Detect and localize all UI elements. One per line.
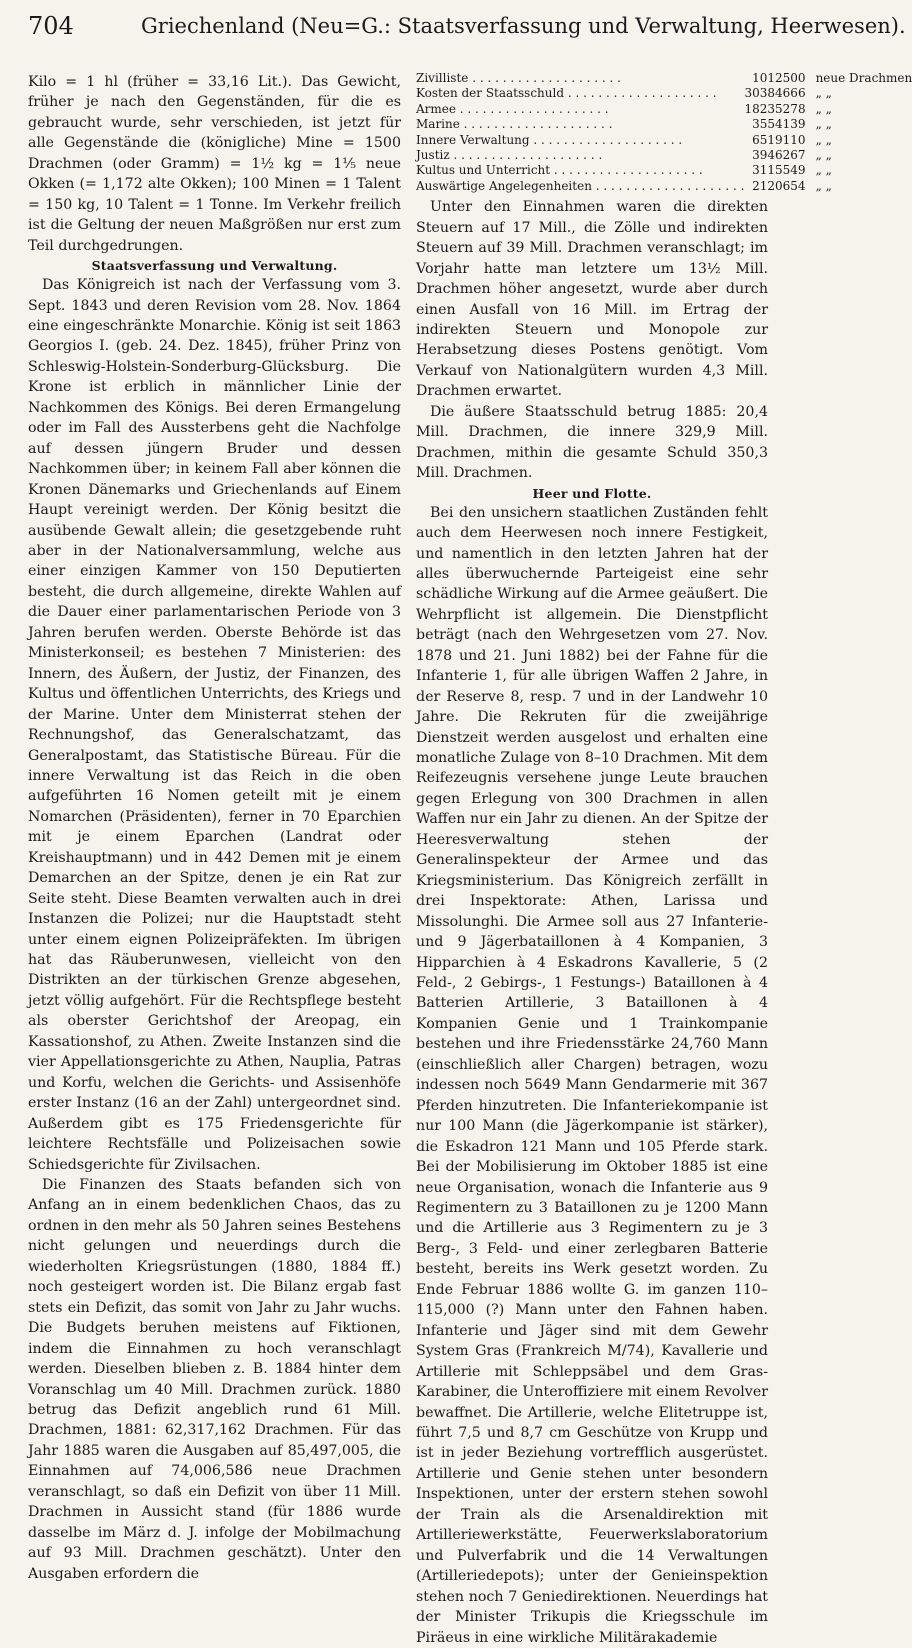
budget-unit: „ „ (815, 163, 832, 178)
constitution-paragraph: Das Königreich ist nach der Verfassung vom 3. Sept. 1843 und deren Revision vom 28. Nov. 1864 eine eingeschränkte Monarchie. König ist seit 1863 Georgios I. (geb. 24. Dez. 1845), früher Prinz von Schleswig-Holstein-Sonderburg-Glücksburg. Die Krone ist erblich in männlicher Linie der Nachkommen des Königs. Bei deren Ermangelung oder im Fall des Aussterbens geht die Nachfolge auf dessen jüngern Bruder und dessen Nachkommen über; in keinem Fall aber können die Kronen Dänemarks und Griechenlands auf Einem Haupt vereinigt werden. Der König besitzt die ausübende Gewalt allein; die gesetzgebende ruht aber in der Nationalversammlung, welche aus einer einzigen Kammer von 150 Deputierten besteht, die durch allgemeine, direkte Wahlen auf die Dauer einer parlamentarischen Periode von 3 Jahren berufen werden. Oberste Behörde ist das Ministerkonseil; es bestehen 7 Ministerien: des Innern, des Äußern, der Justiz, der Finanzen, des Kultus und öffentlichen Unterrichts, des Kriegs und der Marine. Unter dem Ministerrat stehen der Rechnungshof, das Generalschatzamt, das Generalpostamt, das Statistische Büreau. Für die innere Verwaltung ist das Reich in die oben aufgeführten 16 Nomen geteilt mit je einem Nomarchen (Präsidenten), ferner in 70 Eparchien mit je einem Eparchen (Landrat oder Kreishauptmann) und in 442 Demen mit je einem Demarchen an der Spitze, denen je ein Rat zur Seite steht. Diese Beamten verwalten auch in drei Instanzen die Polizei; nur die Hauptstadt steht unter einem eignen Polizeipräfekten. Im übrigen hat das Räuberunwesen, vielleicht von den Distrikten an der türkischen Grenze abgesehen, jetzt völlig aufgehört. Für die Rechtspflege besteht als oberster Gerichtshof der Areopag, ein Kassationshof, zu Athen. Zweite Instanzen sind die vier Appellationsgerichte zu Athen, Nauplia, Patras und Korfu, welchen die Gerichts- und Assisenhöfe erster Instanz (16 an der Zahl) untergeordnet sind. Außerdem gibt es 175 Friedensgerichte für leichtere Rechtsfälle und Polizeisachen sowie Schiedsgerichte für Zivilsachen. (28, 277, 401, 1173)
intro-paragraph: Kilo = 1 hl (früher = 33,16 Lit.). Das Gewicht, früher je nach den Gegenständen, für die es gebraucht wurde, sehr verschieden, ist jetzt für alle Gegenstände die (königliche) Mine = 1500 Drachmen (oder Gramm) = 1½ kg = 1⅕ neue Okken (= 1,172 alte Okken); 100 Minen = 1 Talent = 150 kg, 10 Talent = 1 Tonne. Im Verkehr freilich ist die Geltung der neuen Maßgrößen nur erst zum Teil durchgedrungen. (28, 74, 401, 254)
budget-row (416, 86, 912, 101)
budget-label: Kosten der Staatsschuld . . . . . . . . . . . . . . . . . . . . (416, 86, 717, 101)
section-heading-constitution: Staatsverfassung und Verwaltung. (91, 258, 338, 274)
page-header (28, 12, 906, 40)
budget-label: Armee . . . . . . . . . . . . . . . . . . . . (416, 101, 609, 116)
budget-row (416, 133, 912, 148)
budget-value: 2120654 (752, 178, 806, 193)
left-column (28, 72, 401, 1584)
budget-unit: neue Drachmen (815, 71, 912, 85)
budget-unit: „ „ (815, 148, 832, 163)
debt-paragraph: Die äußere Staatsschuld betrug 1885: 20,4 Mill. Drachmen, die innere 329,9 Mill. Drachmen, mithin die gesamte Schuld 350,3 Mill. Drachmen. (416, 403, 768, 482)
budget-value: 30384666 (744, 86, 806, 101)
budget-value: 18235278 (744, 101, 806, 116)
budget-value: 6519110 (752, 132, 806, 147)
budget-value: 3946267 (752, 148, 806, 163)
budget-value: 1012500 (752, 71, 806, 85)
section-heading-army: Heer und Flotte. (532, 485, 652, 501)
budget-label: Kultus und Unterricht . . . . . . . . . . . . . . . . . . . . (416, 163, 703, 178)
finance-paragraph: Die Finanzen des Staats befanden sich von Anfang an in einem bedenklichen Chaos, das zu ordnen in den mehr als 50 Jahren seines Bestehens nicht gelungen und neuerdings durch die wiederholten Kriegsrüstungen (1880, 1884 ff.) noch gesteigert worden ist. Die Bilanz ergab fast stets ein Defizit, das somit von Jahr zu Jahr wuchs. Die Budgets beruhen meistens auf Fiktionen, indem die Einnahmen zu hoch veranschlagt werden. Dieselben blieben z. B. 1884 hinter dem Voranschlag um 40 Mill. Drachmen zurück. 1880 betrug das Defizit angeblich rund 61 Mill. Drachmen, 1881: 62,317,162 Drachmen. Für das Jahr 1885 waren die Ausgaben auf 85,497,005, die Einnahmen auf 74,006,586 neue Drachmen veranschlagt, so daß ein Defizit von über 11 Mill. Drachmen in Aussicht stand (für 1886 wurde dasselbe im März d. J. infolge der Mobilmachung auf 93 Mill. Drachmen geschätzt). Unter den Ausgaben erfordern die (28, 1177, 401, 1582)
budget-value: 3115549 (752, 163, 806, 178)
budget-label: Auswärtige Angelegenheiten . . . . . . . . . . . . . . . . . . . . (416, 178, 745, 193)
budget-row (416, 117, 912, 132)
page-number: 704 (28, 12, 74, 40)
budget-label: Justiz . . . . . . . . . . . . . . . . . . . . (416, 148, 603, 163)
budget-row (416, 148, 912, 163)
budget-label: Marine . . . . . . . . . . . . . . . . . . . . (416, 117, 613, 132)
budget-row (416, 179, 912, 194)
budget-unit: „ „ (815, 117, 832, 132)
budget-unit: „ „ (815, 178, 832, 193)
budget-unit: „ „ (815, 101, 832, 116)
revenue-paragraph: Unter den Einnahmen waren die direkten Steuern auf 17 Mill., die Zölle und indirekten Steuern auf 39 Mill. Drachmen veranschlagt; im Vorjahr hatte man letztere um 13½ Mill. Drachmen höher angesetzt, wurde aber durch einen Ausfall von 16 Mill. im Ertrag der indirekten Steuern und Monopole zur Herabsetzung dieses Postens genötigt. Vom Verkauf von Nationalgütern wurden 4,3 Mill. Drachmen erwartet. (416, 199, 768, 400)
budget-value: 3554139 (752, 117, 806, 132)
budget-label: Zivilliste . . . . . . . . . . . . . . . . . . . . (416, 71, 621, 85)
budget-row (416, 163, 912, 178)
budget-unit: „ „ (815, 132, 832, 147)
budget-table (416, 71, 912, 194)
budget-label: Innere Verwaltung . . . . . . . . . . . . . . . . . . . . (416, 132, 683, 147)
budget-row (416, 71, 912, 86)
right-column (416, 71, 912, 1648)
army-paragraph: Bei den unsichern staatlichen Zuständen fehlt auch dem Heerwesen noch innere Festigkeit, und namentlich in den letzten Jahren hat der alles überwuchernde Parteigeist eine sehr schädliche Wirkung auf die Armee geäußert. Die Wehrpflicht ist allgemein. Die Dienstpflicht beträgt (nach den Wehrgesetzen vom 27. Nov. 1878 und 21. Juni 1882) bei der Fahne für die Infanterie 1, für alle übrigen Waffen 2 Jahre, in der Reserve 8, resp. 7 und in der Landwehr 10 Jahre. Die Rekruten für die zweijährige Dienstzeit werden ausgelost und erhalten eine monatliche Zulage von 8–10 Drachmen. Mit dem Reifezeugnis versehene junge Leute brauchen gegen Erlegung von 300 Drachmen in allen Waffen nur ein Jahr zu dienen. An der Spitze der Heeresverwaltung stehen der Generalinspekteur der Armee und das Kriegsministerium. Das Königreich zerfällt in drei Inspektorate: Athen, Larissa und Missolunghi. Die Armee soll aus 27 Infanterie- und 9 Jägerbataillonen à 4 Kompanien, 3 Hipparchien à 4 Eskadrons Kavallerie, 5 (2 Feld-, 2 Gebirgs-, 1 Festungs-) Bataillonen à 4 Batterien Artillerie, 3 Bataillonen à 4 Kompanien Genie und 1 Trainkompanie bestehen und ihre Friedensstärke 24,760 Mann (einschließlich aller Chargen) betragen, wozu indessen noch 5649 Mann Gendarmerie mit 367 Pferden hinzutreten. Die Infanteriekompanie ist nur 100 Mann (die Jägerkompanie ist stärker), die Eskadron 121 Mann und 105 Pferde stark. Bei der Mobilisierung im Oktober 1885 ist eine neue Organisation, wonach die Infanterie aus 9 Regimentern zu 3 Bataillonen zu je 1200 Mann und die Artillerie aus 3 Regimentern zu je 3 Berg-, 3 Feld- und einer zerlegbaren Batterie besteht, bereits ins Werk gesetzt worden. Zu Ende Februar 1886 wollte G. im ganzen 110–115,000 (?) Mann unter den Fahnen haben. Infanterie und Jäger sind mit dem Gewehr System Gras (Frankreich M/74), Kavallerie und Artillerie mit Schleppsäbel und dem Gras-Karabiner, die Unteroffiziere mit einem Revolver bewaffnet. Die Artillerie, welche Elitetruppe ist, führt 7,5 und 8,7 cm Geschütze von Krupp und ist in jeder Beziehung vortrefflich ausgerüstet. Artillerie und Genie stehen unter besondern Inspektionen, unter der erstern stehen sowohl der Train als die Arsenaldirektion mit Artilleriewerkstätte, Feuerwerkslaboratorium und Pulverfabrik und die 14 Verwaltungen (Artilleriedepots); unter der Genieinspektion stehen noch 7 Geniedirektionen. Neuerdings hat der Minister Trikupis die Kriegsschule im Piräeus in eine wirkliche Militärakademie (416, 504, 768, 1646)
budget-row (416, 102, 912, 117)
running-title: Griechenland (Neu=G.: Staatsverfassung und Verwaltung, Heerwesen). (141, 14, 906, 38)
budget-unit: „ „ (815, 86, 832, 101)
